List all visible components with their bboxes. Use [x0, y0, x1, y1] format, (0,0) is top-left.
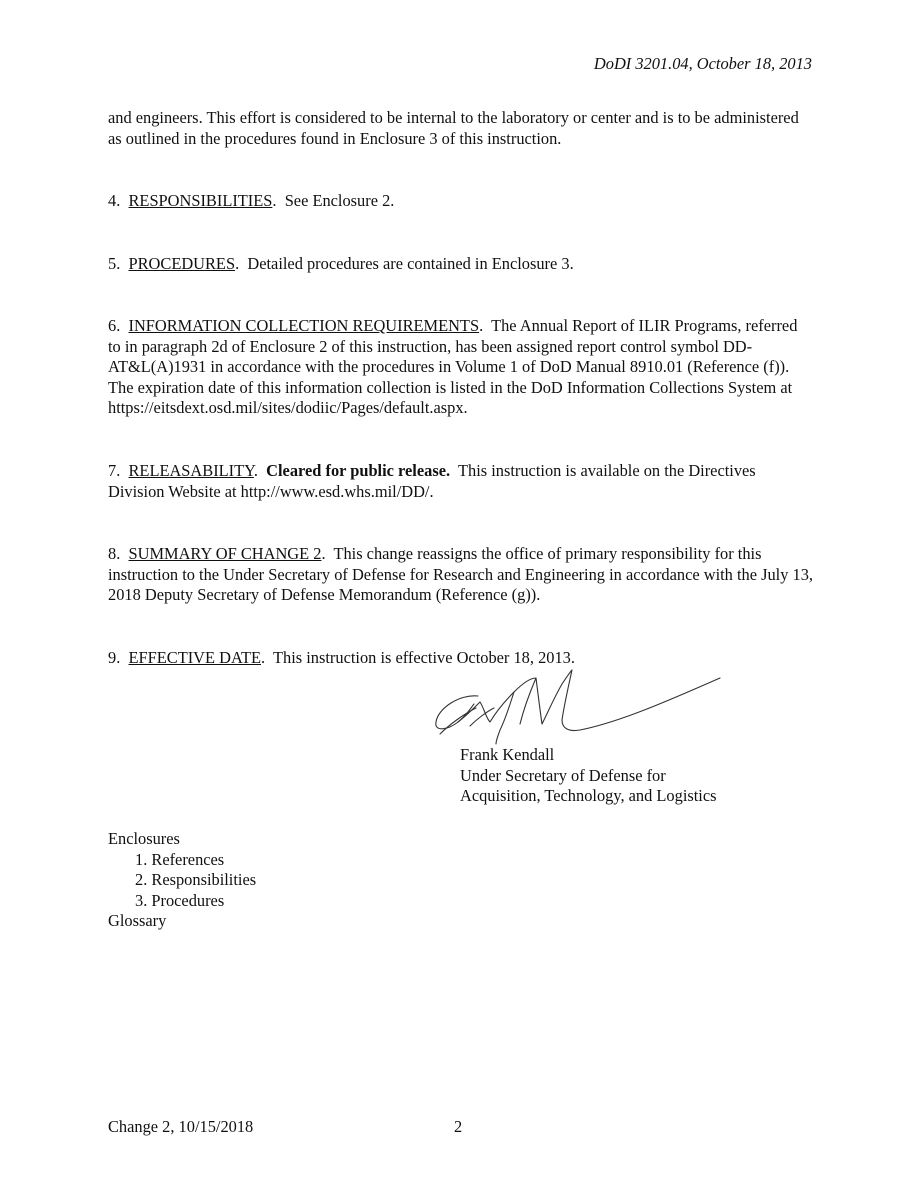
signer-title-line2: Acquisition, Technology, and Logistics [460, 786, 717, 806]
enclosure-item: 3. Procedures [135, 890, 225, 910]
section-number: 6. [108, 316, 121, 335]
section-number: 5. [108, 254, 121, 273]
section-body: The Annual Report of ILIR Programs, referred to in paragraph 2d of Enclosure 2 of this instruction, has been assigned report control symbol DD-AT&L(A)1931 in accordance with the procedures in Volume 1 of DoD Manual 8910.01 (Reference (f)). The expiration date of this information collection is listed in the DoD Information Collections System at https://eitsdext.osd.mil/sites/dodiic/Pages/default.aspx. [108, 316, 798, 418]
signer-name: Frank Kendall [460, 745, 555, 764]
section-procedures: 5. PROCEDURES. Detailed procedures are contained in Enclosure 3. [108, 254, 574, 273]
section-title: INFORMATION COLLECTION REQUIREMENTS [128, 316, 480, 335]
section-body: See Enclosure 2. [284, 191, 395, 210]
section-body: This change reassigns the office of primary responsibility for this instruction to the Under Secretary of Defense for Research and Engineering in accordance with the July 13, 2018 Deputy Secretary of Defense Memorandum (Reference (g)). [108, 544, 813, 605]
section-releasability: 7. RELEASABILITY. Cleared for public release. This instruction is available on the Directives Division Website at http://www.esd.whs.mil/DD/. [108, 461, 756, 501]
section-information-collection: 6. INFORMATION COLLECTION REQUIREMENTS. The Annual Report of ILIR Programs, referred to in paragraph 2d of Enclosure 2 of this instruction, has been assigned report control symbol DD-AT&L(A)1931 in accordance with the procedures in Volume 1 of DoD Manual 8910.01 (Reference (f)). The expiration date of this information collection is listed in the DoD Information Collections System at https://eitsdext.osd.mil/sites/dodiic/Pages/default.aspx. [108, 316, 798, 418]
section-responsibilities: 4. RESPONSIBILITIES. See Enclosure 2. [108, 191, 395, 210]
glossary-label: Glossary [108, 911, 167, 931]
section-body: This instruction is available on the Directives Division Website at http://www.esd.whs.mil/DD/. [108, 461, 756, 501]
section-summary-of-change: 8. SUMMARY OF CHANGE 2. This change reassigns the office of primary responsibility for this instruction to the Under Secretary of Defense for Research and Engineering in accordance with the July 13, 2018 Deputy Secretary of Defense Memorandum (Reference (g)). [108, 544, 813, 605]
enclosure-item: 2. Responsibilities [135, 870, 257, 890]
section-number: 8. [108, 544, 121, 563]
section-title: EFFECTIVE DATE [128, 648, 261, 667]
signer-title-line1: Under Secretary of Defense for [460, 765, 666, 785]
document-header: DoDI 3201.04, October 18, 2013 [593, 54, 812, 73]
signature-block [460, 745, 717, 807]
section-title: SUMMARY OF CHANGE 2 [128, 544, 322, 563]
section-number: 4. [108, 191, 121, 210]
enclosure-item: 1. References [135, 849, 225, 869]
enclosures-heading: Enclosures [108, 829, 180, 848]
footer-change-label: Change 2, 10/15/2018 [108, 1117, 254, 1136]
section-title: PROCEDURES [128, 254, 236, 273]
enclosures-list [108, 829, 256, 932]
section-number: 9. [108, 648, 121, 667]
section-body: Detailed procedures are contained in Enclosure 3. [247, 254, 574, 273]
section-bold-statement: Cleared for public release. [266, 461, 451, 480]
section-body: This instruction is effective October 18, 2013. [273, 648, 575, 667]
section-title: RESPONSIBILITIES [128, 191, 273, 210]
section-effective-date: 9. EFFECTIVE DATE. This instruction is effective October 18, 2013. [108, 648, 575, 667]
intro-paragraph: and engineers. This effort is considered to be internal to the laboratory or center and is to be administered as outlined in the procedures found in Enclosure 3 of this instruction. [108, 108, 799, 148]
section-number: 7. [108, 461, 121, 480]
section-title: RELEASABILITY [128, 461, 254, 480]
footer-page-number: 2 [454, 1117, 463, 1136]
signature-image [430, 664, 730, 746]
